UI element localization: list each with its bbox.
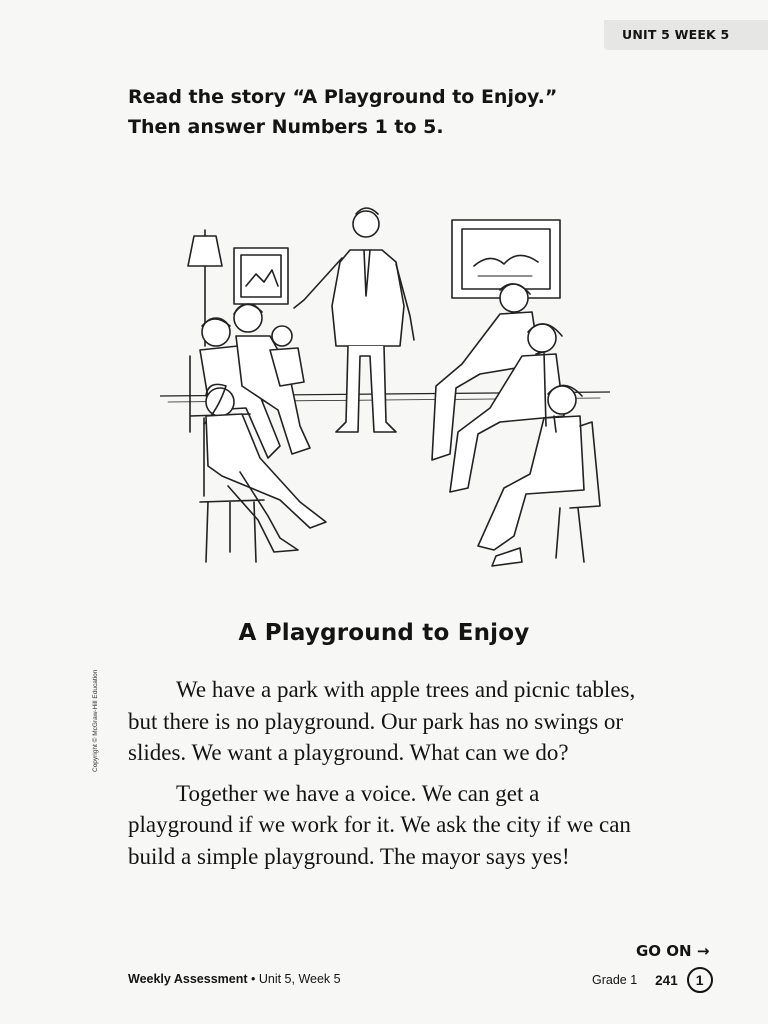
grade-label: Grade 1 xyxy=(592,973,638,987)
unit-week-tab: UNIT 5 WEEK 5 xyxy=(604,20,768,50)
story-paragraph-2: Together we have a voice. We can get a playground if we work for it. We ask the city if we can build a simple playground. The mayor says yes! xyxy=(128,780,631,869)
picture-frame-left xyxy=(234,248,288,304)
instructions-line-2: Then answer Numbers 1 to 5. xyxy=(128,116,444,138)
story-illustration xyxy=(160,196,610,576)
story-title: A Playground to Enjoy xyxy=(238,620,530,646)
copyright-notice: Copyright © McGraw-Hill Education xyxy=(92,669,99,772)
story-paragraph-1: We have a park with apple trees and picnic tables, but there is no playground. Our park has no swings or slides. We want a playground. What can we do? xyxy=(128,677,636,765)
instructions xyxy=(128,82,648,142)
left-seated-family xyxy=(190,304,326,562)
right-seated-family xyxy=(432,284,600,566)
story-body xyxy=(128,674,648,881)
go-on-indicator: GO ON → xyxy=(636,942,710,960)
footer-page-info xyxy=(592,966,713,994)
assessment-unit-week: • Unit 5, Week 5 xyxy=(251,972,341,986)
page-number: 241 xyxy=(655,972,678,988)
assessment-title: Weekly Assessment xyxy=(128,972,248,986)
instructions-line-1: Read the story “A Playground to Enjoy.” xyxy=(128,86,558,108)
footer-assessment-label xyxy=(128,972,341,986)
item-number-badge: 1 xyxy=(687,967,713,993)
standing-man xyxy=(294,208,414,432)
